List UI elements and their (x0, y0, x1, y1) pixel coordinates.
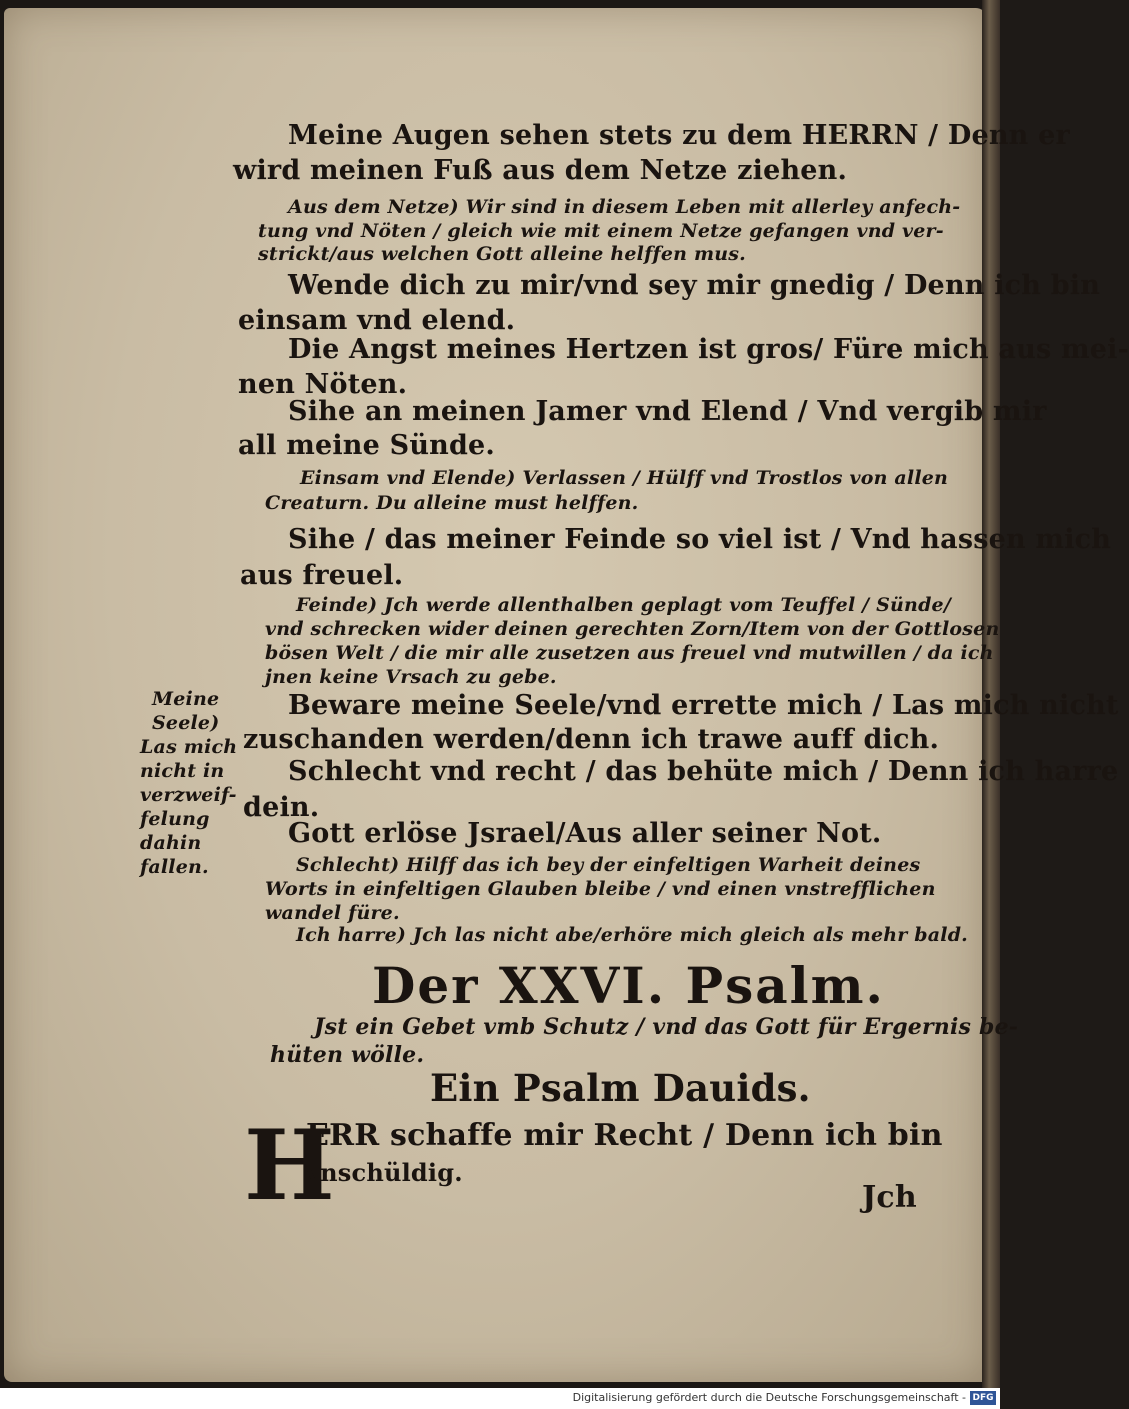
gloss-line: wandel füre. (265, 902, 400, 924)
decorated-initial: H (244, 1109, 335, 1222)
catchword: Jch (862, 1180, 917, 1215)
gloss-line: Einsam vnd Elende) Verlassen / Hülff vnd Trostlos von allen (300, 467, 949, 489)
gloss-line: Schlecht) Hilff das ich bey der einfeltigen Warheit deines (296, 854, 921, 876)
gloss-line: Aus dem Netze) Wir sind in diesem Leben mit allerley anfech- (288, 196, 961, 218)
margin-note-line: dahin (140, 832, 202, 854)
margin-note-line: felung (140, 808, 210, 830)
verse-line: Gott erlöse Jsrael/Aus aller seiner Not. (288, 818, 882, 849)
verse-line: dein. (243, 792, 320, 823)
margin-note-line: nicht in (140, 760, 225, 782)
gloss-line: bösen Welt / die mir alle zusetzen aus freuel vnd mutwillen / da ich (265, 642, 994, 664)
gloss-line: Creaturn. Du alleine must helffen. (265, 492, 639, 514)
gloss-line: vnd schrecken wider deinen gerechten Zorn/Item von der Gottlosen (265, 618, 1000, 640)
gloss-line: Worts in einfeltigen Glauben bleibe / vnd einen vnstrefflichen (265, 878, 936, 900)
dfg-logo: DFG (970, 1391, 996, 1405)
margin-note-line: Las mich (140, 736, 238, 758)
psalm-heading: Der XXVI. Psalm. (372, 956, 885, 1015)
margin-note-line: Meine (152, 688, 220, 710)
verse-line: Die Angst meines Hertzen ist gros/ Füre mich aus mei- (288, 334, 1129, 365)
margin-note-line: fallen. (140, 856, 209, 878)
verse-line: nen Nöten. (238, 369, 408, 400)
gloss-line: tung vnd Nöten / gleich wie mit einem Netze gefangen vnd ver- (258, 220, 944, 242)
verse-line: Wende dich zu mir/vnd sey mir gnedig / Denn ich bin (288, 270, 1101, 301)
verse-line: Schlecht vnd recht / das behüte mich / Denn ich harre (288, 756, 1119, 787)
verse-line: Beware meine Seele/vnd errette mich / Las mich nicht (288, 690, 1119, 721)
verse-line: zuschanden werden/denn ich trawe auff dich. (243, 724, 940, 755)
psalm-summary-line: Jst ein Gebet vmb Schutz / vnd das Gott für Ergernis be- (314, 1014, 1019, 1040)
opening-line: ERR schaffe mir Recht / Denn ich bin (306, 1118, 943, 1153)
gloss-line: jnen keine Vrsach zu gebe. (265, 666, 557, 688)
verse-line: aus freuel. (240, 560, 404, 591)
margin-note-line: Seele) (152, 712, 220, 734)
footer-credit: Digitalisierung gefördert durch die Deutsche Forschungsgemeinschaft - (572, 1391, 966, 1404)
verse-line: Sihe / das meiner Feinde so viel ist / Vnd hassen mich (288, 524, 1112, 555)
gloss-line: strickt/aus welchen Gott alleine helffen mus. (258, 243, 746, 265)
opening-line: vnschüldig. (306, 1158, 463, 1187)
margin-note-line: verzweif- (140, 784, 237, 806)
psalm-summary-line: hüten wölle. (270, 1042, 425, 1068)
verse-line: wird meinen Fuß aus dem Netze ziehen. (233, 155, 848, 186)
verse-line: all meine Sünde. (238, 430, 496, 461)
psalm-subheading: Ein Psalm Dauids. (430, 1066, 811, 1110)
verse-line: Sihe an meinen Jamer vnd Elend / Vnd vergib mir (288, 396, 1047, 427)
verse-line: Meine Augen sehen stets zu dem HERRN / Denn er (288, 120, 1070, 151)
footer-bar (0, 1388, 1000, 1409)
gloss-line: Ich harre) Jch las nicht abe/erhöre mich gleich als mehr bald. (296, 924, 968, 946)
verse-line: einsam vnd elend. (238, 305, 516, 336)
gloss-line: Feinde) Jch werde allenthalben geplagt vom Teuffel / Sünde/ (296, 594, 951, 616)
